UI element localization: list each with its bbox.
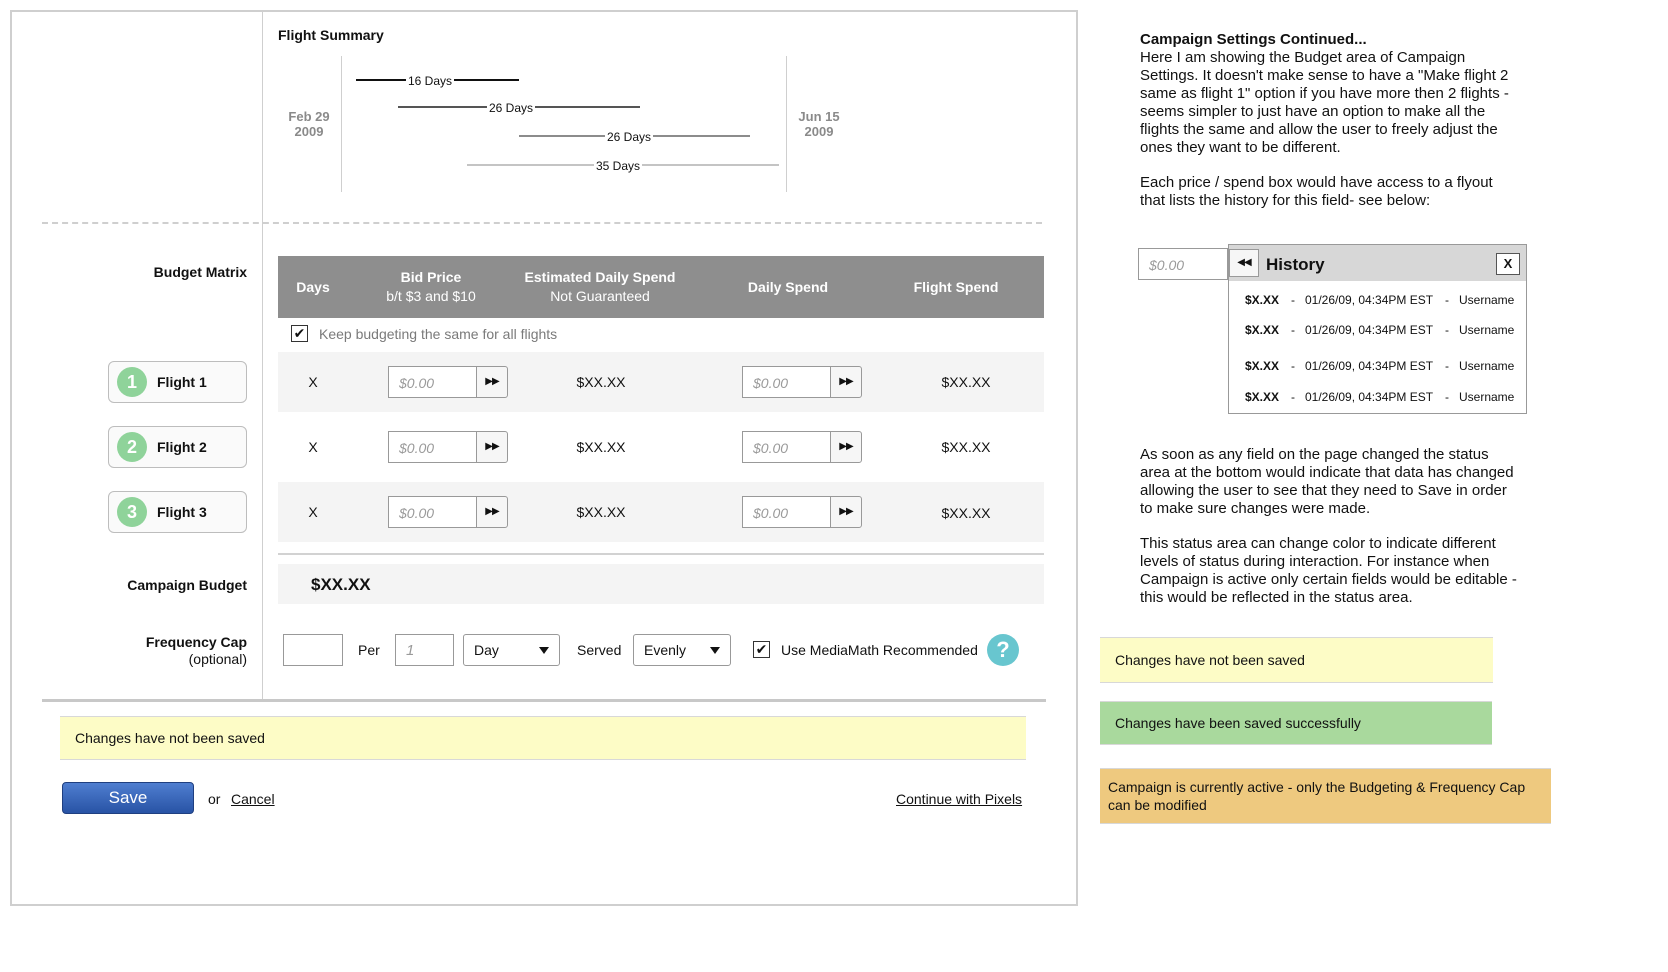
flight-number-badge: 2 (117, 432, 147, 462)
status-text: Changes have not been saved (75, 730, 265, 746)
status-example-unsaved-text: Changes have not been saved (1115, 652, 1305, 668)
keep-same-label: Keep budgeting the same for all flights (319, 326, 558, 342)
est-daily-value: $XX.XX (576, 504, 626, 520)
flight-label: Flight 2 (157, 439, 207, 455)
end-date-day: Jun 15 (798, 109, 840, 124)
daily-spend-field[interactable]: $0.00 (742, 366, 830, 398)
continue-pixels-link[interactable]: Continue with Pixels (896, 791, 1023, 807)
start-date-year: 2009 (294, 124, 324, 139)
start-date (280, 109, 338, 139)
section-divider (42, 222, 1042, 224)
col-daily-spend: Daily Spend (747, 278, 829, 295)
close-icon[interactable]: X (1496, 253, 1520, 275)
use-recommended-checkbox[interactable]: ✔ (753, 641, 770, 658)
budget-table-header (278, 256, 1044, 318)
daily-spend-field[interactable]: $0.00 (742, 431, 830, 463)
chevron-down-icon (539, 647, 549, 654)
frequency-cap-label: Frequency Cap (145, 634, 247, 650)
history-flyout-icon[interactable]: ▶▶ (476, 366, 508, 398)
footer-divider (42, 699, 1046, 702)
bid-price-input[interactable] (388, 496, 508, 528)
or-text: or (208, 791, 221, 807)
status-example-active (1100, 768, 1551, 824)
col-bid-price-sub: b/t $3 and $10 (386, 288, 476, 304)
flight-label: Flight 3 (157, 504, 207, 520)
history-header (1229, 245, 1526, 281)
notes-paragraph-3: As soon as any field on the page changed the status area at the bottom would indicate that data has changed allowing the user to see that they need to Save in order to make sure changes were made. (1140, 446, 1514, 517)
col-flight-spend: Flight Spend (913, 278, 999, 295)
daily-spend-field[interactable]: $0.00 (742, 496, 830, 528)
status-example-unsaved (1100, 637, 1493, 683)
served-value: Evenly (644, 642, 687, 658)
flight-number-badge: 3 (117, 497, 147, 527)
flight-1-button[interactable] (108, 361, 247, 403)
history-demo-input[interactable]: $0.00 (1138, 248, 1228, 280)
notes-title: Campaign Settings Continued... (1140, 31, 1367, 48)
per-label: Per (358, 642, 380, 658)
days-value: X (308, 374, 318, 390)
notes-paragraph-4: This status area can change color to indicate different levels of status during interaction. For instance when Campaign is active only certain fields would be editable - this would be reflected in the status area. (1140, 535, 1517, 606)
history-flyout-icon[interactable]: ▶▶ (476, 496, 508, 528)
flight-bar-4-label: 35 Days (595, 159, 641, 173)
save-button[interactable]: Save (62, 782, 194, 814)
status-bar (60, 716, 1026, 760)
campaign-budget-label: Campaign Budget (127, 577, 247, 593)
keep-same-checkbox[interactable]: ✔ (291, 325, 308, 342)
status-example-saved (1100, 701, 1492, 745)
flight-summary-title: Flight Summary (278, 27, 384, 43)
flight-label: Flight 1 (157, 374, 207, 390)
flight-spend-value: $XX.XX (941, 505, 991, 521)
flight-spend-value: $XX.XX (941, 374, 991, 390)
table-bottom-divider (278, 553, 1044, 555)
served-label: Served (577, 642, 622, 658)
flight-spend-value: $XX.XX (941, 439, 991, 455)
chevron-down-icon (710, 647, 720, 654)
bid-price-field[interactable]: $0.00 (388, 496, 476, 528)
budget-matrix-label: Budget Matrix (153, 264, 247, 280)
daily-spend-input[interactable] (742, 496, 862, 528)
timeline-start-line (341, 56, 342, 192)
history-flyout-icon[interactable]: ▶▶ (476, 431, 508, 463)
notes-paragraph-2: Each price / spend box would have access to a flyout that lists the history for this field- see below: (1140, 174, 1493, 209)
flight-bar-2-label: 26 Days (488, 101, 534, 115)
notes-paragraph-1: Here I am showing the Budget area of Campaign Settings. It doesn't make sense to have a "Make flight 2 same as flight 1" option if you have more then 2 flights - seems simpler to just have an option to make all the flights the same and allow the user to freely adjust the ones they want to be different. (1140, 49, 1509, 156)
flight-number-badge: 1 (117, 367, 147, 397)
daily-spend-input[interactable] (742, 366, 862, 398)
est-daily-value: $XX.XX (576, 439, 626, 455)
flight-2-button[interactable] (108, 426, 247, 468)
status-example-saved-text: Changes have been saved successfully (1115, 715, 1361, 731)
start-date-day: Feb 29 (288, 109, 330, 124)
flight-bar-3-label: 26 Days (606, 130, 652, 144)
campaign-budget-value: $XX.XX (311, 575, 371, 594)
history-title: History (1266, 255, 1325, 274)
status-example-active-text: Campaign is currently active - only the Budgeting & Frequency Cap can be modified (1108, 779, 1526, 813)
period-select[interactable] (463, 634, 560, 666)
help-icon[interactable]: ? (987, 634, 1019, 666)
bid-price-input[interactable] (388, 366, 508, 398)
flight-3-button[interactable] (108, 491, 247, 533)
end-date-year: 2009 (804, 124, 834, 139)
history-flyout-icon[interactable]: ▶▶ (830, 431, 862, 463)
end-date (790, 109, 848, 139)
flight-bar-1-label: 16 Days (407, 74, 453, 88)
bid-price-field[interactable]: $0.00 (388, 366, 476, 398)
bid-price-input[interactable] (388, 431, 508, 463)
col-est-daily-spend: Estimated Daily Spend Not Guaranteed (524, 269, 676, 304)
served-select[interactable] (633, 634, 731, 666)
bid-price-field[interactable]: $0.00 (388, 431, 476, 463)
days-value: X (308, 439, 318, 455)
daily-spend-input[interactable] (742, 431, 862, 463)
per-value-input[interactable]: 1 (395, 634, 454, 666)
use-recommended-label: Use MediaMath Recommended (781, 642, 978, 658)
frequency-count-input[interactable] (283, 634, 343, 666)
frequency-cap-optional: (optional) (188, 651, 247, 667)
col-bid-price: Bid Price b/t $3 and $10 (386, 269, 476, 304)
col-est-daily-sub: Not Guaranteed (550, 288, 650, 304)
label-column-divider (262, 10, 263, 700)
days-value: X (308, 504, 318, 520)
cancel-link[interactable]: Cancel (231, 791, 275, 807)
est-daily-value: $XX.XX (576, 374, 626, 390)
collapse-arrow-icon[interactable]: ◀◀ (1229, 249, 1259, 277)
timeline-end-line (786, 56, 787, 192)
history-flyout-icon[interactable]: ▶▶ (830, 496, 862, 528)
history-flyout: ◀◀ History X $X.XX - 01/26/09, 04:34PM EST - Username $X.XX - 01/26/09, 04:34PM EST - Username $X.XX - 01/26/09, 04:34PM EST - Username $X.XX - 01/26/09, 04:34PM EST - Username (1228, 244, 1527, 414)
col-days: Days (296, 278, 330, 295)
period-value: Day (474, 642, 499, 658)
campaign-budget-row (278, 564, 1044, 604)
history-flyout-icon[interactable]: ▶▶ (830, 366, 862, 398)
